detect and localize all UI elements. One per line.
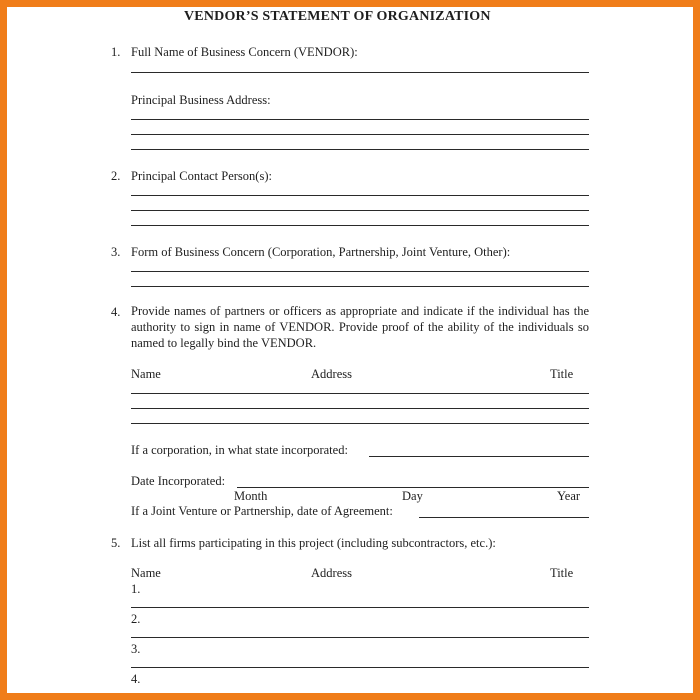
firm-row-number: 3. — [131, 642, 141, 656]
firm-row-number: 1. — [131, 582, 141, 596]
document-title: VENDOR’S STATEMENT OF ORGANIZATION — [184, 9, 491, 24]
joint-venture-label: If a Joint Venture or Partnership, date of Agreement: — [131, 504, 393, 518]
authority-instructions: Provide names of partners or officers as appropriate and indicate if the individual has the authority to sign in name of VENDOR. Provide proof of the ability of the individuals so named to legally bind the VENDOR. — [131, 304, 589, 350]
business-address-line-3[interactable] — [131, 149, 589, 150]
business-address-line-2[interactable] — [131, 134, 589, 135]
firm-row-line-1[interactable] — [131, 607, 589, 608]
date-incorporated-field[interactable] — [237, 487, 589, 488]
firm-row-number: 2. — [131, 612, 141, 626]
section-4-number: 4. — [111, 305, 121, 319]
joint-venture-date-field[interactable] — [419, 517, 589, 518]
corp-state-field[interactable] — [369, 456, 589, 457]
contact-person-line-2[interactable] — [131, 210, 589, 211]
date-incorporated-label: Date Incorporated: — [131, 474, 226, 488]
day-label: Day — [402, 489, 423, 503]
corp-state-label: If a corporation, in what state incorporated: — [131, 443, 348, 457]
business-name-field[interactable] — [131, 72, 589, 73]
section-5-number: 5. — [111, 536, 121, 550]
section-3-number: 3. — [111, 245, 121, 259]
business-form-label: Form of Business Concern (Corporation, Partnership, Joint Venture, Other): — [131, 245, 511, 259]
firm-row-number: 4. — [131, 672, 141, 686]
year-label: Year — [557, 489, 581, 503]
business-address-label: Principal Business Address: — [131, 93, 271, 107]
contact-person-line-1[interactable] — [131, 195, 589, 196]
officers-line-2[interactable] — [131, 408, 589, 409]
officers-line-1[interactable] — [131, 393, 589, 394]
section-1-number: 1. — [111, 45, 121, 59]
contact-person-label: Principal Contact Person(s): — [131, 169, 272, 183]
officers-col-name: Name — [131, 367, 161, 381]
business-address-line-1[interactable] — [131, 119, 589, 120]
section-2-number: 2. — [111, 169, 121, 183]
business-name-label: Full Name of Business Concern (VENDOR): — [131, 45, 358, 59]
officers-col-title: Title — [550, 367, 574, 381]
firms-col-address: Address — [311, 566, 352, 580]
participating-firms-label: List all firms participating in this project (including subcontractors, etc.): — [131, 536, 496, 550]
business-form-line-1[interactable] — [131, 271, 589, 272]
firm-row-line-2[interactable] — [131, 637, 589, 638]
month-label: Month — [234, 489, 268, 503]
firm-row-line-3[interactable] — [131, 667, 589, 668]
business-form-line-2[interactable] — [131, 286, 589, 287]
officers-col-address: Address — [311, 367, 352, 381]
contact-person-line-3[interactable] — [131, 225, 589, 226]
firms-col-title: Title — [550, 566, 574, 580]
firms-col-name: Name — [131, 566, 161, 580]
officers-line-3[interactable] — [131, 423, 589, 424]
